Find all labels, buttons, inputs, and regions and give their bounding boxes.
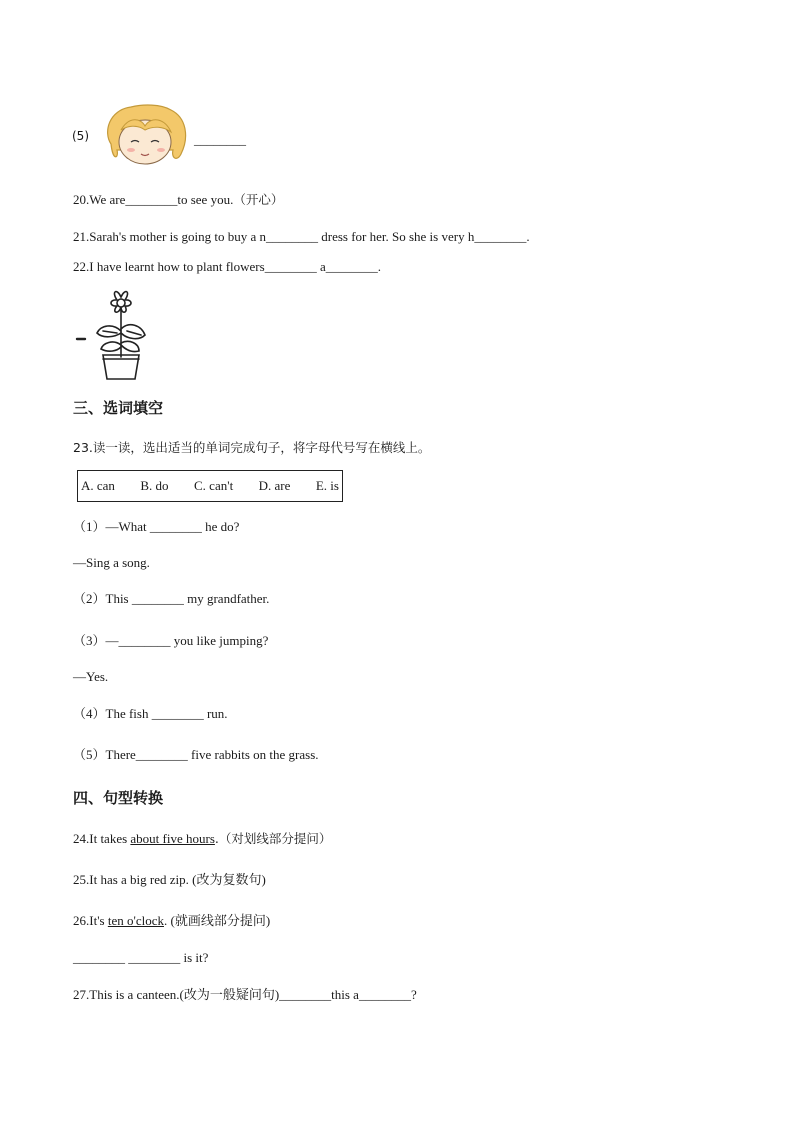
q23-item-1: （1）—What ________ he do?	[73, 519, 240, 534]
q23-item-4: （4）The fish ________ run.	[73, 706, 228, 721]
option-d: D. are	[258, 478, 291, 493]
option-b: B. do	[140, 478, 169, 493]
section-3-heading: 三、选词填空	[73, 399, 164, 417]
question-26-answer-line: ________ ________ is it?	[73, 950, 209, 965]
girl-face-image	[101, 104, 189, 168]
question-27: 27.This is a canteen.(改为一般疑问句)________this a________?	[73, 987, 417, 1002]
q23-item-1-answer: —Sing a song.	[73, 555, 150, 570]
question-25: 25.It has a big red zip. (改为复数句)	[73, 872, 266, 887]
question-20: 20.We are________to see you.（开心）	[73, 192, 284, 207]
q26-underlined: ten o'clock	[107, 913, 164, 928]
question-24: 24.It takes about five hours.（对划线部分提问）	[73, 831, 332, 846]
q23-item-3: （3）—________ you like jumping?	[73, 633, 269, 648]
question-26: 26.It's ten o'clock. (就画线部分提问)	[73, 913, 271, 928]
option-c: C. can't	[194, 478, 234, 493]
q23-item-5: （5）There________ five rabbits on the grass.	[73, 747, 319, 762]
q23-item-3-answer: —Yes.	[73, 669, 109, 684]
q23-item-2: （2）This ________ my grandfather.	[73, 591, 270, 606]
item-5-label: (5)	[72, 129, 89, 143]
flower-pot-image	[73, 289, 153, 385]
question-21: 21.Sarah's mother is going to buy a n________ dress for her. So she is very h________.	[73, 229, 530, 244]
word-options-box	[77, 470, 343, 502]
section-4-heading: 四、句型转换	[73, 789, 164, 807]
item-5-blank: ________	[194, 132, 246, 147]
q24-underlined: about five hours	[130, 831, 215, 846]
question-23-instruction: 23.读一读，选出适当的单词完成句子，将字母代号写在横线上。	[73, 440, 431, 455]
question-22: 22.I have learnt how to plant flowers________ a________.	[73, 259, 381, 274]
option-a: A. can	[81, 478, 115, 493]
option-e: E. is	[315, 478, 339, 493]
